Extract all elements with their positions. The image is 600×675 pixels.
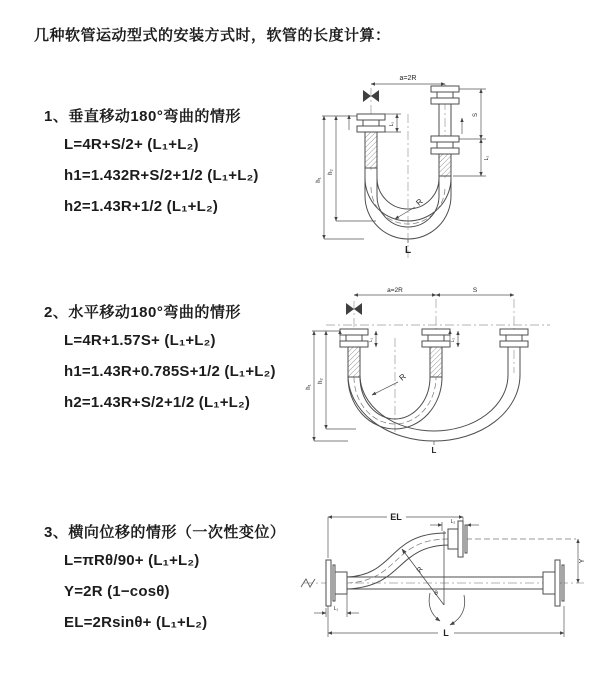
- dim-label-y: Y: [579, 558, 586, 564]
- angle-swing-arc: [450, 595, 465, 625]
- flange-position-2: [500, 329, 528, 347]
- dim-label-h2: h₂: [328, 169, 334, 175]
- braided-hose-section: [439, 154, 451, 176]
- flange-fixed: [340, 329, 368, 347]
- flange-left: [326, 560, 347, 606]
- formula-line: EL=2Rsinθ+ (L₁+L₂): [64, 614, 208, 631]
- dim-label-h2: h₂: [318, 378, 324, 384]
- diagram-vertical-bend: [298, 66, 542, 266]
- formula-line: h1=1.43R+0.785S+1/2 (L₁+L₂): [64, 363, 276, 380]
- page-title: 几种软管运动型式的安装方式时，软管的长度计算：: [34, 27, 391, 44]
- formula-line: h2=1.43R+S/2+1/2 (L₁+L₂): [64, 394, 251, 411]
- dim-label-s: S: [473, 112, 479, 118]
- flange-left: [357, 114, 385, 132]
- section-vertical-bend: [44, 105, 259, 229]
- section-2-heading: 2、水平移动180°弯曲的情形: [44, 304, 241, 321]
- section-1-heading: 1、垂直移动180°弯曲的情形: [44, 108, 241, 125]
- dim-label-l1: L₁: [333, 606, 339, 612]
- radius-label: R: [416, 565, 425, 575]
- dim-label-h1: h₁: [316, 177, 322, 183]
- section-horizontal-bend: [44, 301, 276, 425]
- section-lateral-displacement: [44, 521, 285, 645]
- formula-line: h2=1.43R+1/2 (L₁+L₂): [64, 198, 219, 215]
- length-label: L: [404, 245, 412, 256]
- angle-label: θ: [434, 590, 438, 597]
- dim-label-el: EL: [390, 512, 402, 522]
- dim-label-l2: L₂: [484, 155, 490, 161]
- flange-right-upper: [431, 86, 459, 104]
- dim-label-s: S: [472, 287, 478, 294]
- dim-label-h1: h₁: [306, 384, 312, 390]
- hose-u-bend: [348, 375, 520, 441]
- dim-label-a2r: a=2R: [387, 287, 403, 294]
- dim-label-l2: L₂: [450, 519, 456, 525]
- diagram-lateral-displacement: [296, 503, 593, 651]
- length-label: L: [431, 446, 437, 455]
- formula-line: Y=2R (1−cosθ): [64, 583, 170, 600]
- section-3-heading: 3、横向位移的情形（一次性变位）: [44, 524, 286, 541]
- formula-line: L=4R+1.57S+ (L₁+L₂): [64, 332, 216, 349]
- flange-right-lower: [431, 136, 459, 154]
- radius-label: R: [397, 371, 408, 383]
- braided-hose-section: [430, 347, 442, 377]
- formula-line: h1=1.432R+S/2+1/2 (L₁+L₂): [64, 167, 259, 184]
- dim-label-l2: L₂: [450, 337, 455, 343]
- dim-label-l: L: [443, 628, 449, 638]
- formula-line: L=4R+S/2+ (L₁+L₂): [64, 136, 199, 153]
- radius-label: R: [414, 196, 425, 208]
- dim-label-a2r: a=2R: [399, 75, 417, 82]
- dim-label-l1: L₁: [389, 121, 395, 127]
- braided-hose-section: [348, 347, 360, 377]
- dim-label-l1: L₁: [368, 337, 373, 343]
- braided-hose-section: [365, 132, 377, 168]
- flange-top: [448, 521, 467, 557]
- radius-leader: [372, 382, 398, 395]
- formula-line: L=πRθ/90+ (L₁+L₂): [64, 552, 200, 569]
- diagram-horizontal-bend: [298, 283, 580, 463]
- pipe-break-mark: [301, 579, 315, 587]
- flange-position-1: [422, 329, 450, 347]
